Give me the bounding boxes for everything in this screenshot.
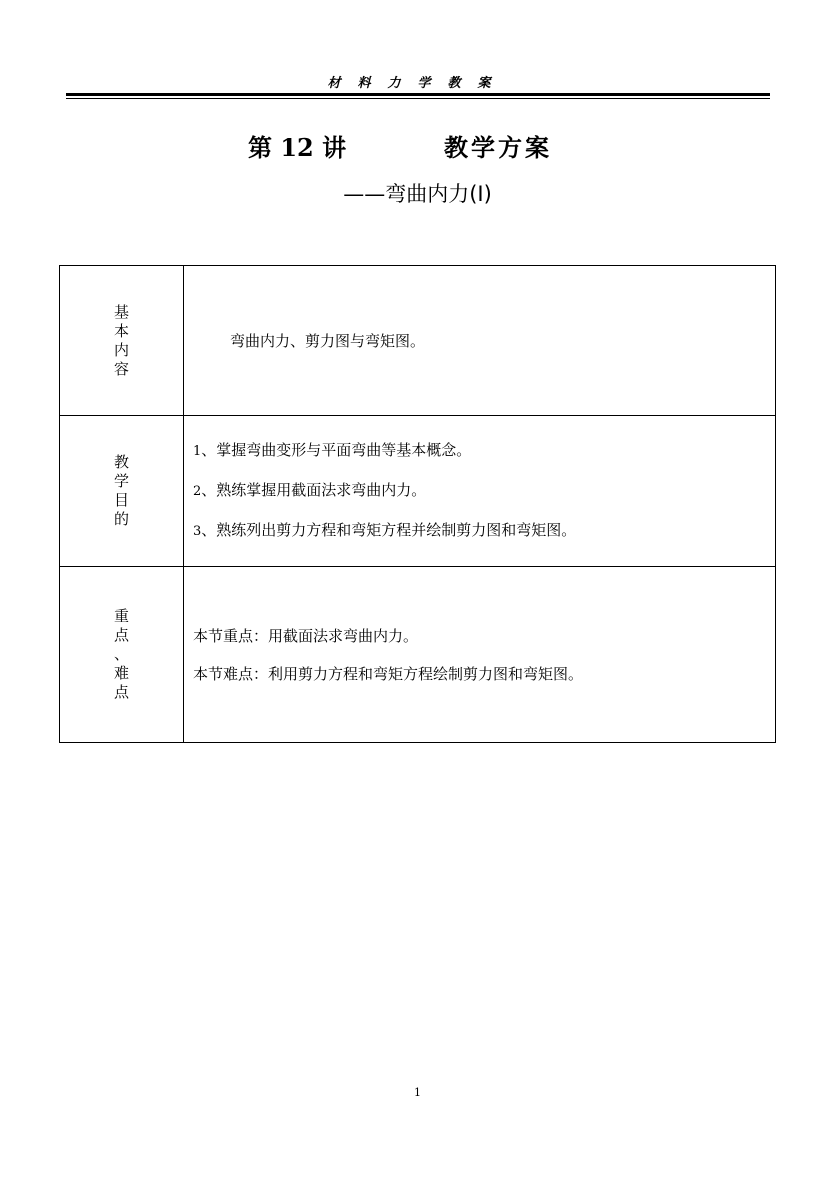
label-char: 教 — [113, 453, 129, 471]
objective-text: 、熟练掌握用截面法求弯曲内力。 — [201, 481, 427, 499]
objective-text: 、掌握弯曲变形与平面弯曲等基本概念。 — [201, 441, 472, 459]
label-char: 点 — [113, 683, 129, 701]
key-points-cell — [184, 567, 776, 743]
label-char: 重 — [113, 607, 129, 625]
lesson-plan-table — [59, 265, 776, 743]
table-row — [60, 416, 776, 567]
objective-item — [184, 480, 775, 502]
objective-text: 、熟练列出剪力方程和弯矩方程并绘制剪力图和弯矩图。 — [201, 521, 577, 539]
label-char: 的 — [113, 510, 129, 528]
page-number: 1 — [414, 1086, 421, 1099]
objective-number: 1 — [193, 444, 202, 459]
row-label — [60, 266, 184, 416]
header-rule-thick — [66, 93, 770, 96]
key-point: 本节重点：用截面法求弯曲内力。 — [193, 626, 419, 645]
objective-number: 2 — [193, 484, 202, 499]
label-char: 点 — [113, 626, 129, 644]
label-char: 容 — [113, 359, 129, 378]
label-char: 学 — [113, 472, 129, 490]
objectives-cell — [184, 416, 776, 567]
basic-content-cell — [184, 266, 776, 416]
table-row — [60, 567, 776, 743]
page-title — [0, 124, 835, 164]
row-label — [60, 567, 184, 743]
objective-number: 3 — [193, 524, 202, 539]
row-label — [60, 416, 184, 567]
objective-item — [184, 520, 775, 542]
page-subtitle: ——弯曲内力(Ⅰ) — [343, 182, 492, 206]
table-row — [60, 266, 776, 416]
objective-item — [184, 440, 775, 462]
page-header: 材料力学教案 — [327, 76, 508, 91]
lecture-number: 第 12 讲 — [248, 133, 347, 162]
label-char: 、 — [113, 645, 129, 663]
title-plan: 教学方案 — [444, 133, 552, 162]
label-char: 本 — [113, 321, 129, 340]
basic-content-text: 弯曲内力、剪力图与弯矩图。 — [230, 332, 426, 350]
header-rule-thin — [66, 98, 770, 99]
difficult-point: 本节难点：利用剪力方程和弯矩方程绘制剪力图和弯矩图。 — [193, 664, 584, 683]
label-char: 难 — [113, 664, 129, 682]
label-char: 目 — [113, 491, 129, 509]
label-char: 基 — [113, 302, 129, 321]
label-char: 内 — [113, 340, 129, 359]
